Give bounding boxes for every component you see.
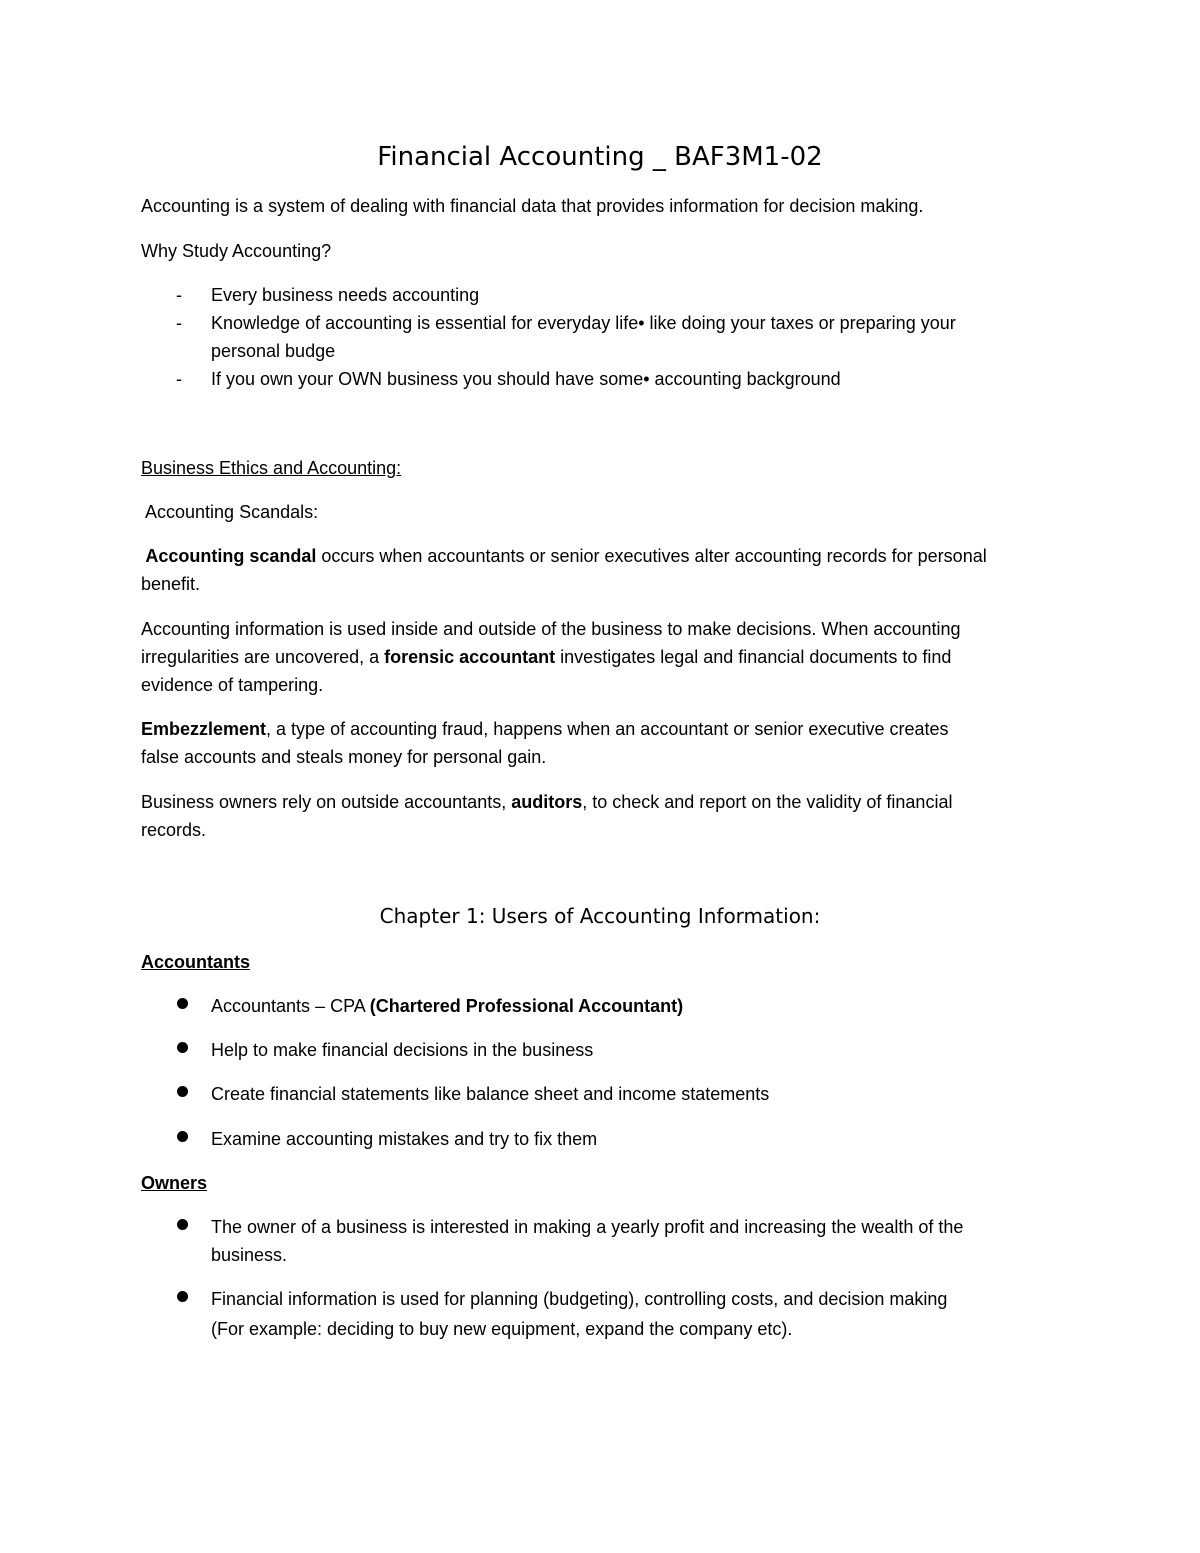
bullet-icon (177, 998, 188, 1009)
auditors-term: auditors (511, 792, 583, 812)
accountants-item-4: Examine accounting mistakes and try to fix them (211, 1129, 598, 1149)
forensic-text-pre: irregularities are uncovered, a (141, 647, 385, 667)
scandal-definition-cont: benefit. (141, 574, 201, 594)
scandals-heading: Accounting Scandals: (141, 502, 319, 522)
accountants-item-1 (211, 992, 683, 1020)
dash-marker: - (176, 285, 182, 305)
owners-item-1: The owner of a business is interested in making a yearly profit and increasing the wealth of the (211, 1217, 964, 1237)
accountants-item-2: Help to make financial decisions in the business (211, 1040, 594, 1060)
bullet-icon (177, 1219, 188, 1230)
bullet-icon (177, 1086, 188, 1097)
bullet-icon (177, 1291, 188, 1302)
intro-paragraph: Accounting is a system of dealing with financial data that provides information for decision making. (141, 196, 924, 216)
auditors-paragraph-line1 (141, 788, 952, 816)
accountants-heading: Accountants (141, 952, 251, 972)
bullet-icon (177, 1042, 188, 1053)
owners-item-2-cont: (For example: deciding to buy new equipment, expand the company etc). (211, 1319, 793, 1339)
why-item-1: Every business needs accounting (211, 285, 480, 305)
owners-item-2: Financial information is used for planning (budgeting), controlling costs, and decision making (211, 1289, 948, 1309)
embezzlement-text: , a type of accounting fraud, happens when an accountant or senior executive creates (266, 719, 949, 739)
why-item-2: Knowledge of accounting is essential for everyday life• like doing your taxes or preparing your (211, 313, 956, 333)
embezzlement-paragraph-line2: false accounts and steals money for personal gain. (141, 747, 547, 767)
embezzlement-paragraph-line1 (141, 715, 948, 743)
why-item-2-cont: personal budge (211, 341, 336, 361)
cpa-term: (Chartered Professional Accountant) (369, 996, 684, 1016)
embezzlement-term: Embezzlement (141, 719, 267, 739)
auditors-paragraph-line2: records. (141, 820, 207, 840)
bullet-icon (177, 1131, 188, 1142)
dash-marker: - (176, 313, 182, 333)
why-study-heading: Why Study Accounting? (141, 241, 332, 261)
why-item-3: If you own your OWN business you should have some• accounting background (211, 369, 841, 389)
scandal-term: Accounting scandal (141, 546, 317, 566)
owners-heading: Owners (141, 1173, 208, 1193)
chapter-heading: Chapter 1: Users of Accounting Information: (379, 904, 821, 928)
accountants-item-1-text: Accountants – CPA (211, 996, 370, 1016)
forensic-text-post: investigates legal and financial documents to find (555, 647, 952, 667)
auditors-text-pre: Business owners rely on outside accountants, (141, 792, 512, 812)
auditors-text-post: , to check and report on the validity of financial (582, 792, 953, 812)
document-title: Financial Accounting _ BAF3M1-02 (377, 142, 823, 172)
owners-item-1-cont: business. (211, 1245, 288, 1265)
scandal-definition (141, 542, 987, 570)
forensic-paragraph-line2 (141, 643, 951, 671)
accountants-item-3: Create financial statements like balance sheet and income statements (211, 1084, 770, 1104)
forensic-paragraph-line1: Accounting information is used inside and outside of the business to make decisions. When accounting (141, 619, 961, 639)
ethics-heading: Business Ethics and Accounting: (141, 458, 402, 478)
forensic-term: forensic accountant (384, 647, 556, 667)
forensic-paragraph-line3: evidence of tampering. (141, 675, 324, 695)
dash-marker: - (176, 369, 182, 389)
scandal-text: occurs when accountants or senior executives alter accounting records for personal (316, 546, 987, 566)
